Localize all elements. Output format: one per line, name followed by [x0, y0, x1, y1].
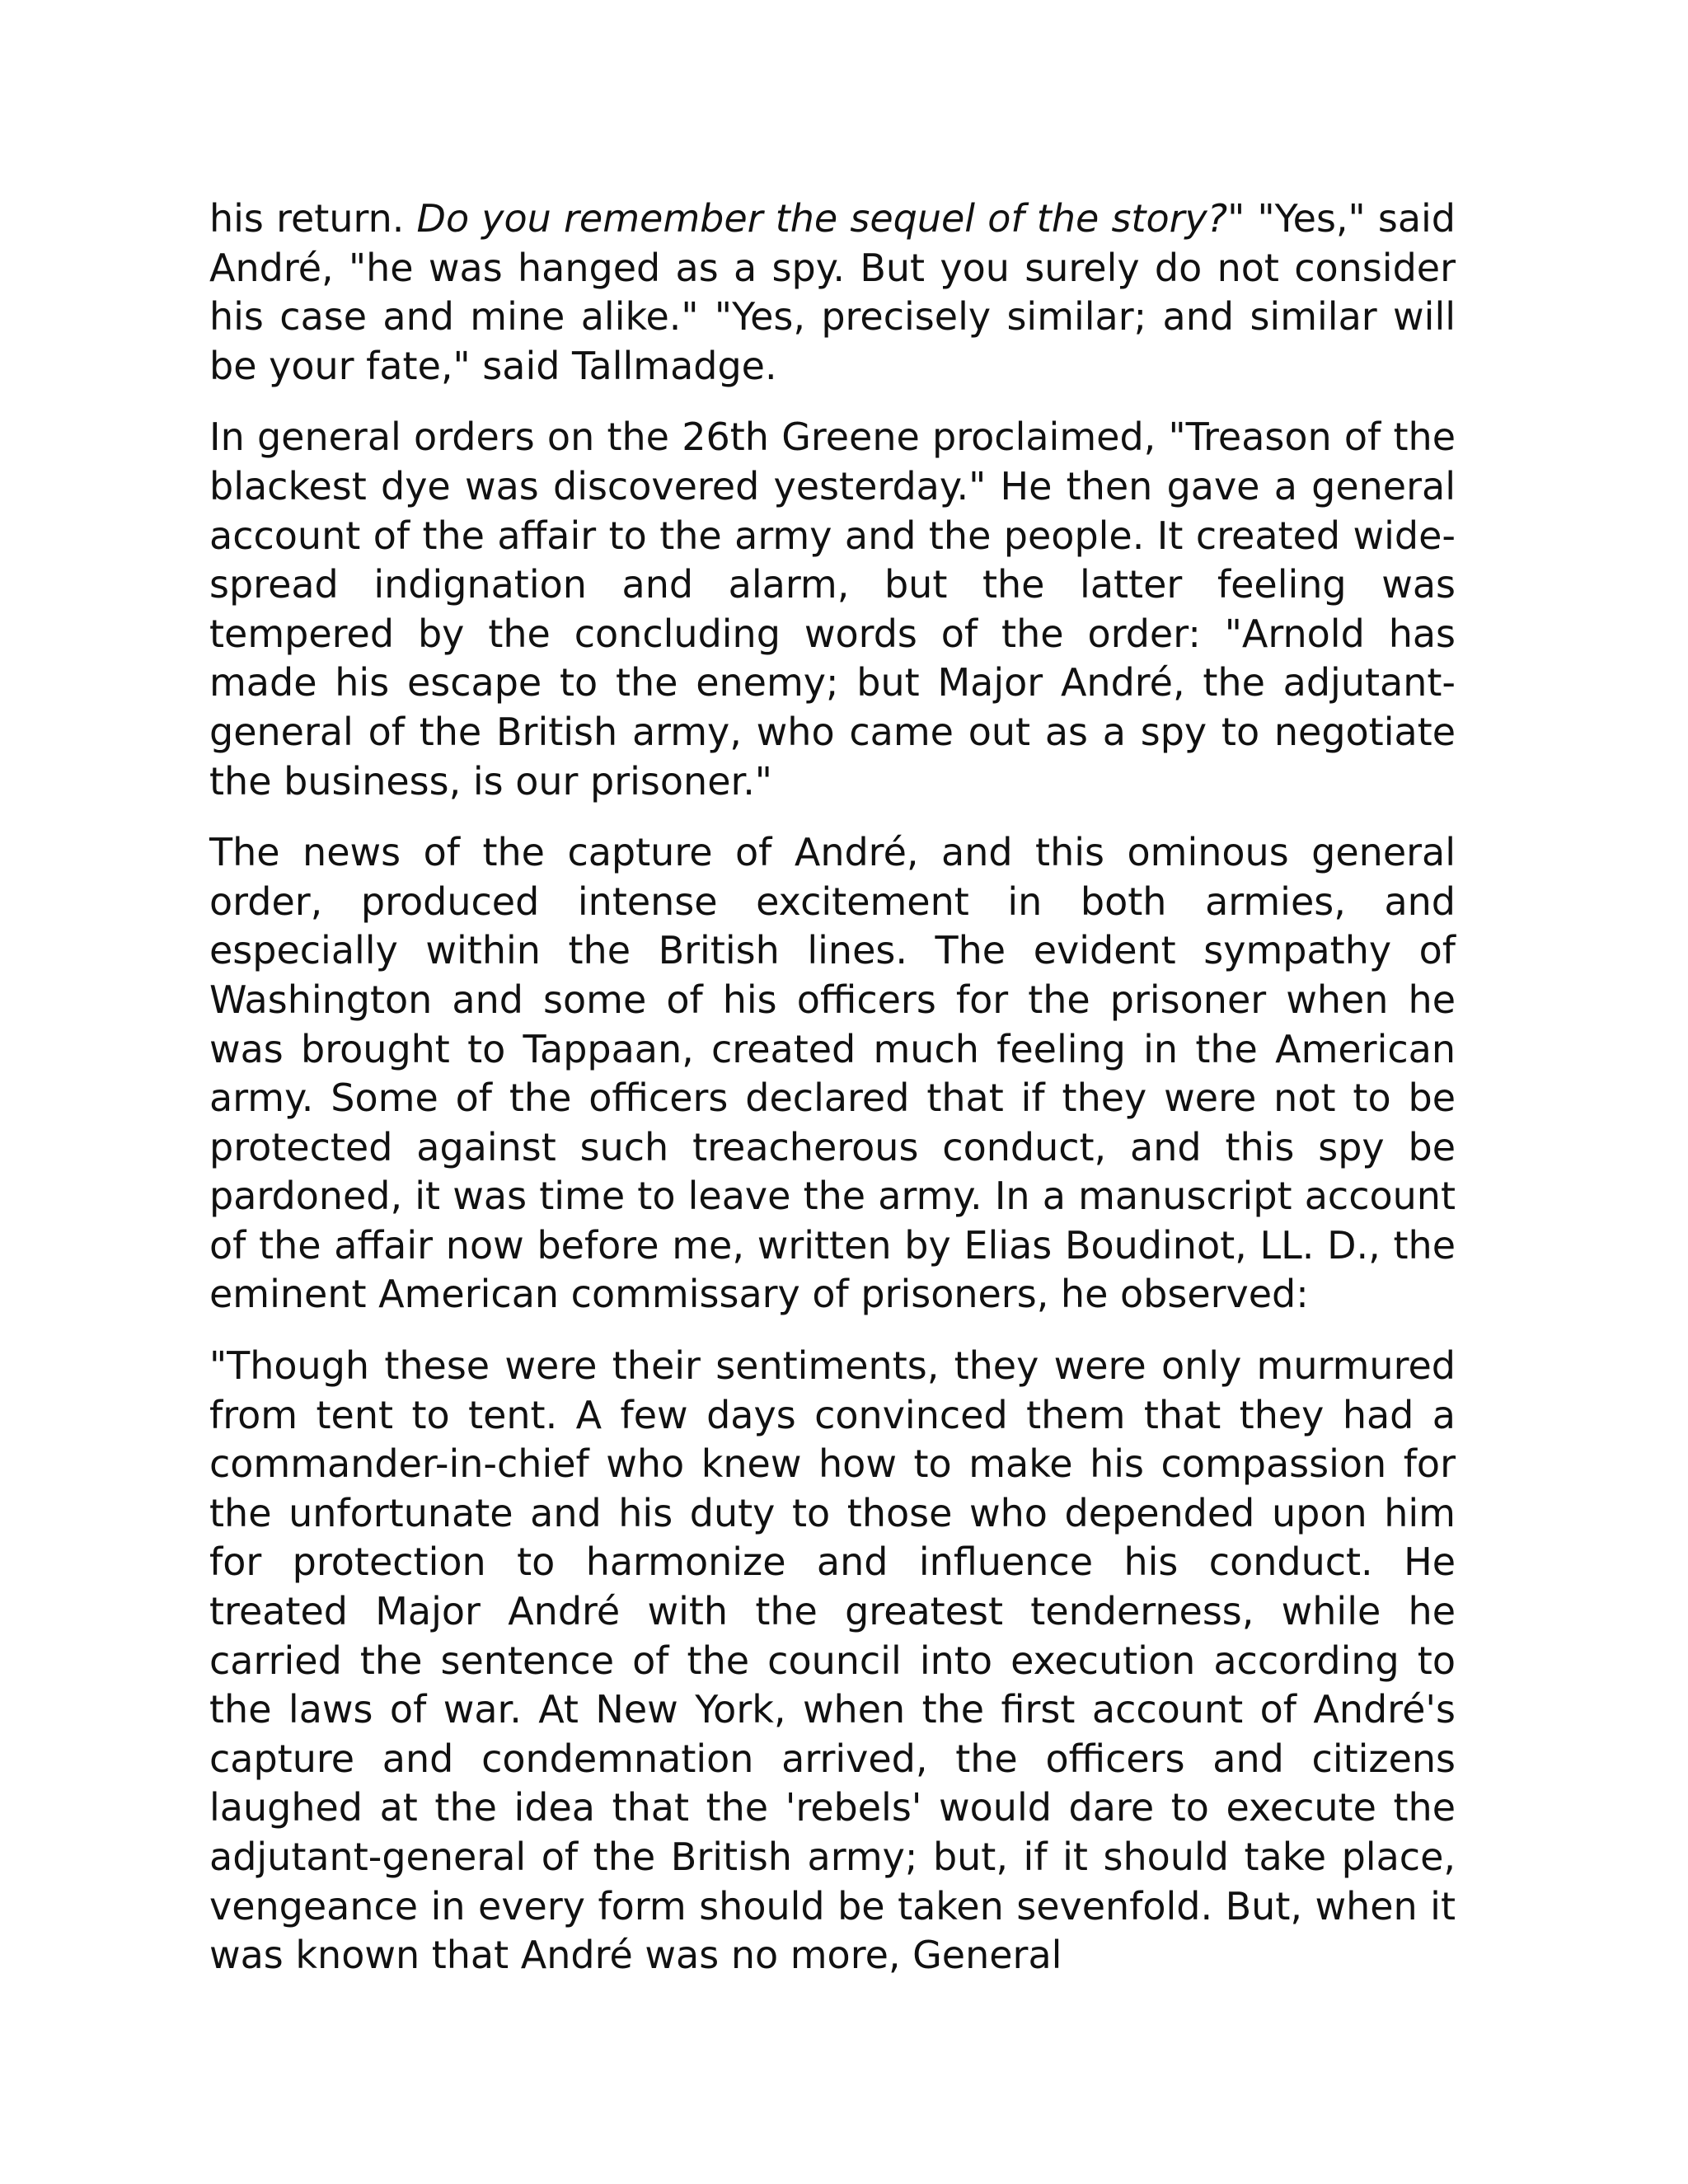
paragraph-4: "Though these were their sentiments, they were only murmured from tent to tent. A few days convinced them that they had a commander-in-chief who knew how to make his compassion for the unfortunate and his duty to those who depended upon him for protection to harmonize and influence his conduct. He treated Major André with the greatest tenderness, while he carried the sentence of the council into execution according to the laws of war. At New York, when the first account of André's capture and condemnation arrived, the officers and citizens laughed at the idea that the 'rebels' would dare to execute the adjutant-general of the British army; but, if it should take place, vengeance in every form should be taken sevenfold. But, when it was known that André was no more, General [209, 1343, 1456, 1978]
paragraph-3: The news of the capture of André, and this ominous general order, produced intense excitement in both armies, and especially within the British lines. The evident sympathy of Washington and some of his officers for the prisoner when he was brought to Tappaan, created much feeling in the American army. Some of the officers declared that if they were not to be protected against such treacherous conduct, and this spy be pardoned, it was time to leave the army. In a manuscript account of the affair now before me, written by Elias Boudinot, LL. D., the eminent American commissary of prisoners, he observed: [209, 830, 1456, 1317]
paragraph-2: In general orders on the 26th Greene proclaimed, "Treason of the blackest dye was discovered yesterday." He then gave a general account of the affair to the army and the people. It created wide-spread indignation and alarm, but the latter feeling was tempered by the concluding words of the order: "Arnold has made his escape to the enemy; but Major André, the adjutant-general of the British army, who came out as a spy to negotiate the business, is our prisoner." [209, 415, 1456, 804]
paragraph-1-italic-question: Do you remember the sequel of the story? [416, 196, 1228, 241]
paragraph-1 [209, 194, 1456, 391]
document-page [209, 194, 1456, 2003]
paragraph-1-rest: " "Yes," said André, "he was hanged as a spy. But you surely do not consider his case and mine alike." "Yes, precisely similar; and similar will be your fate," said Tallmadge. [209, 196, 1456, 388]
paragraph-1-lead: his return. [209, 196, 417, 241]
